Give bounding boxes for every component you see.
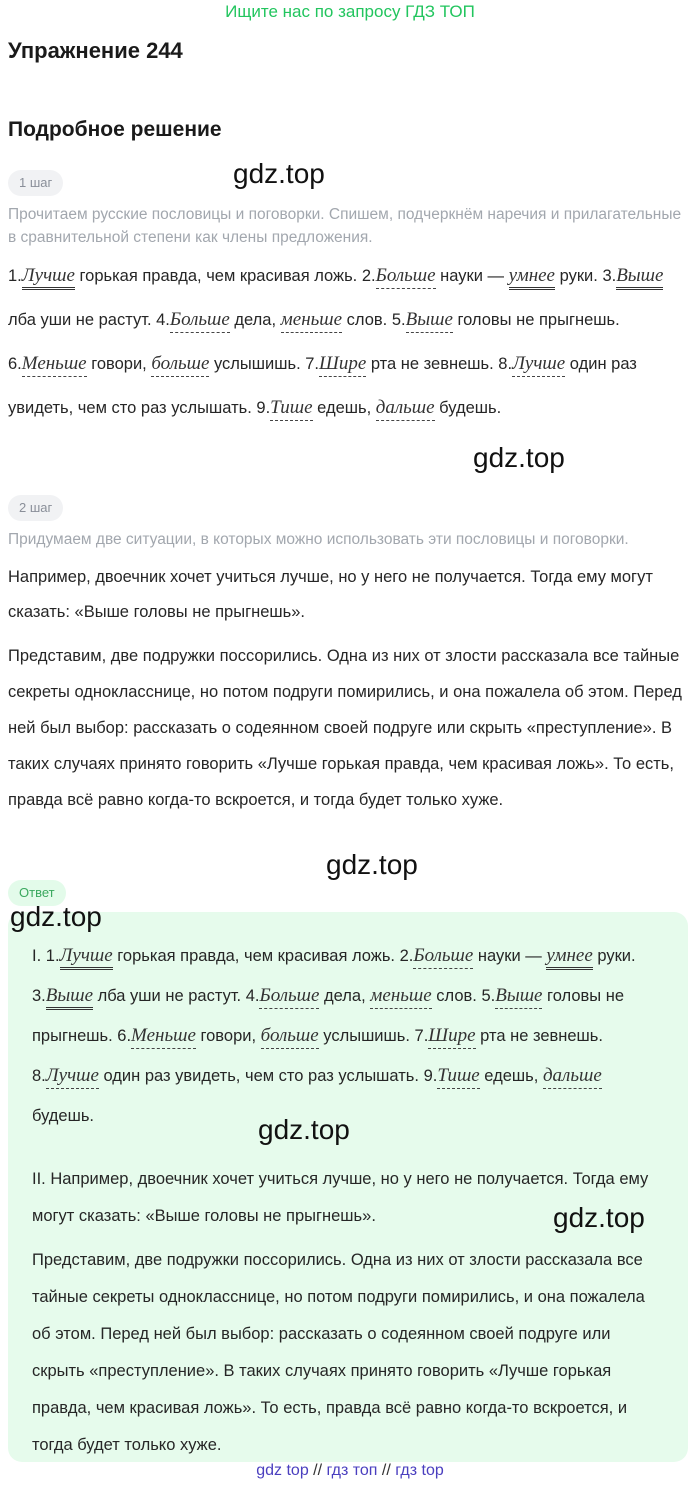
step-1-hint: Прочитаем русские пословицы и поговорки. Спишем, подчеркнём наречия и прилагательные в сравнительной степени как члены предложения. [8, 206, 682, 246]
footer-links [0, 1462, 700, 1480]
footer-link[interactable]: гдз top [395, 1462, 444, 1479]
proverb-number: 3. [602, 267, 617, 285]
proverb-text: дела, [319, 987, 371, 1005]
adverbial-word: Меньше [131, 1025, 196, 1049]
predicate-word: Выше [616, 265, 663, 290]
proverb-text: науки — [473, 947, 547, 965]
proverb-text: горькая правда, чем красивая ложь. [112, 947, 400, 965]
adverbial-word: дальше [376, 397, 435, 421]
exercise-title: Упражнение 244 [8, 38, 183, 63]
proverb-number: 6. [117, 1027, 132, 1045]
proverb-text: лба уши не растут. [93, 987, 246, 1005]
adverbial-word: Больше [170, 309, 230, 333]
proverb-text: руки. [592, 947, 636, 965]
answer-example-paragraph: II. Например, двоечник хочет учиться лучше, но у него не получается. Тогда ему могут сказать: «Выше головы не прыгнешь». [32, 1170, 649, 1225]
proverb-text: руки. [555, 267, 603, 285]
proverb-number: 1. [45, 947, 60, 965]
proverb-text: говори, [86, 355, 152, 373]
answer-prefix: I. [32, 947, 46, 965]
predicate-word: Выше [46, 985, 93, 1010]
story-paragraph: Представим, две подружки поссорились. Одна из них от злости рассказала все тайные секреты однокласснице, но потом подруги помирились, и она пожалела об этом. Перед ней был выбор: рассказать о содеянном своей подруге или скрыть «преступление». В таких случаях принято говорить «Лучше горькая правда, чем красивая ложь». То есть, правда всё равно когда-то вскроется, и тогда будет только хуже. [8, 647, 682, 809]
watermark: gdz.top [258, 1114, 350, 1145]
proverb-text: лба уши не растут. [8, 311, 157, 329]
proverb-text: едешь, [479, 1067, 543, 1085]
watermark: gdz.top [233, 158, 325, 189]
predicate-word: умнее [509, 265, 555, 290]
proverb-text: головы не прыгнешь. [32, 987, 625, 1045]
proverb-number: 8. [32, 1067, 46, 1085]
proverb-text: один раз увидеть, чем сто раз услышать. [8, 355, 637, 417]
proverb-number: 4. [245, 987, 260, 1005]
watermark: gdz.top [473, 442, 565, 473]
proverb-text: один раз увидеть, чем сто раз услышать. [98, 1067, 424, 1085]
answer-story-paragraph: Представим, две подружки поссорились. Одна из них от злости рассказала все тайные секреты однокласснице, но потом подруги помирились, и она пожалела об этом. Перед ней был выбор: рассказать о содеянном своей подруге или скрыть «преступление». В таких случаях принято говорить «Лучше горькая правда, чем красивая ложь». То есть, правда всё равно когда-то вскроется, и тогда будет только хуже. [32, 1251, 645, 1454]
proverbs-text [8, 254, 690, 430]
adverbial-word: дальше [543, 1065, 602, 1089]
watermark: gdz.top [326, 849, 418, 880]
adverbial-word: Больше [413, 945, 473, 969]
adverbial-word: Меньше [22, 353, 87, 377]
proverb-number: 4. [156, 311, 170, 329]
adverbial-word: Тише [270, 397, 312, 421]
proverb-number: 2. [399, 947, 414, 965]
adverbial-word: Лучше [46, 1065, 99, 1089]
proverb-number: 9. [256, 399, 271, 417]
adverbial-word: Тише [437, 1065, 479, 1089]
footer-separator: // [313, 1462, 323, 1479]
step-2-badge: 2 шаг [8, 495, 63, 521]
proverb-text: слов. [431, 987, 482, 1005]
adverbial-word: меньше [281, 309, 342, 333]
proverb-text: едешь, [312, 399, 376, 417]
proverb-text: науки — [435, 267, 509, 285]
adverbial-word: Больше [259, 985, 319, 1009]
proverb-text: дела, [229, 311, 281, 329]
footer-separator: // [381, 1462, 391, 1479]
proverb-number: 3. [32, 987, 46, 1005]
answer-proverbs [32, 936, 664, 1136]
proverb-text: рта не зевнешь. [475, 1027, 603, 1045]
proverb-text: будешь. [434, 399, 502, 417]
proverb-number: 7. [414, 1027, 429, 1045]
proverb-number: 5. [481, 987, 496, 1005]
footer-link[interactable]: гдз топ [326, 1462, 378, 1479]
proverb-number: 8. [498, 355, 513, 373]
adverbial-word: Лучше [512, 353, 565, 377]
proverb-text: рта не зевнешь. [366, 355, 499, 373]
proverb-number: 1. [8, 267, 22, 285]
proverb-number: 7. [305, 355, 320, 373]
example-paragraph: Например, двоечник хочет учиться лучше, но у него не получается. Тогда ему могут сказать: «Выше головы не прыгнешь». [8, 568, 653, 621]
answer-badge: Ответ [8, 880, 66, 906]
proverb-text: будешь. [32, 1107, 95, 1125]
step-2-hint: Придумаем две ситуации, в которых можно использовать эти пословицы и поговорки. [8, 531, 629, 548]
adverbial-word: больше [261, 1025, 319, 1049]
proverb-number: 5. [391, 311, 406, 329]
watermark: gdz.top [553, 1202, 645, 1233]
search-hint-link[interactable]: Ищите нас по запросу ГДЗ ТОП [225, 2, 475, 21]
proverb-text: слов. [342, 311, 392, 329]
step-1-badge: 1 шаг [8, 170, 63, 196]
proverb-number: 9. [423, 1067, 438, 1085]
solution-title: Подробное решение [8, 118, 222, 141]
predicate-word: Лучше [22, 265, 75, 290]
adverbial-word: меньше [370, 985, 431, 1009]
proverb-text: услышишь. [209, 355, 306, 373]
predicate-word: Лучше [60, 945, 113, 970]
proverb-text: головы не прыгнешь. [452, 311, 620, 329]
adverbial-word: Выше [406, 309, 453, 333]
proverb-text: горькая правда, чем красивая ложь. [74, 267, 362, 285]
proverb-text: услышишь. [318, 1027, 415, 1045]
adverbial-word: больше [151, 353, 209, 377]
watermark: gdz.top [10, 901, 102, 932]
proverb-number: 2. [361, 267, 376, 285]
adverbial-word: Шире [428, 1025, 475, 1049]
adverbial-word: Больше [376, 265, 436, 289]
adverbial-word: Шире [319, 353, 366, 377]
proverb-number: 6. [8, 355, 22, 373]
predicate-word: умнее [546, 945, 592, 970]
adverbial-word: Выше [495, 985, 542, 1009]
proverb-text: говори, [195, 1027, 261, 1045]
footer-link[interactable]: gdz top [256, 1462, 309, 1479]
